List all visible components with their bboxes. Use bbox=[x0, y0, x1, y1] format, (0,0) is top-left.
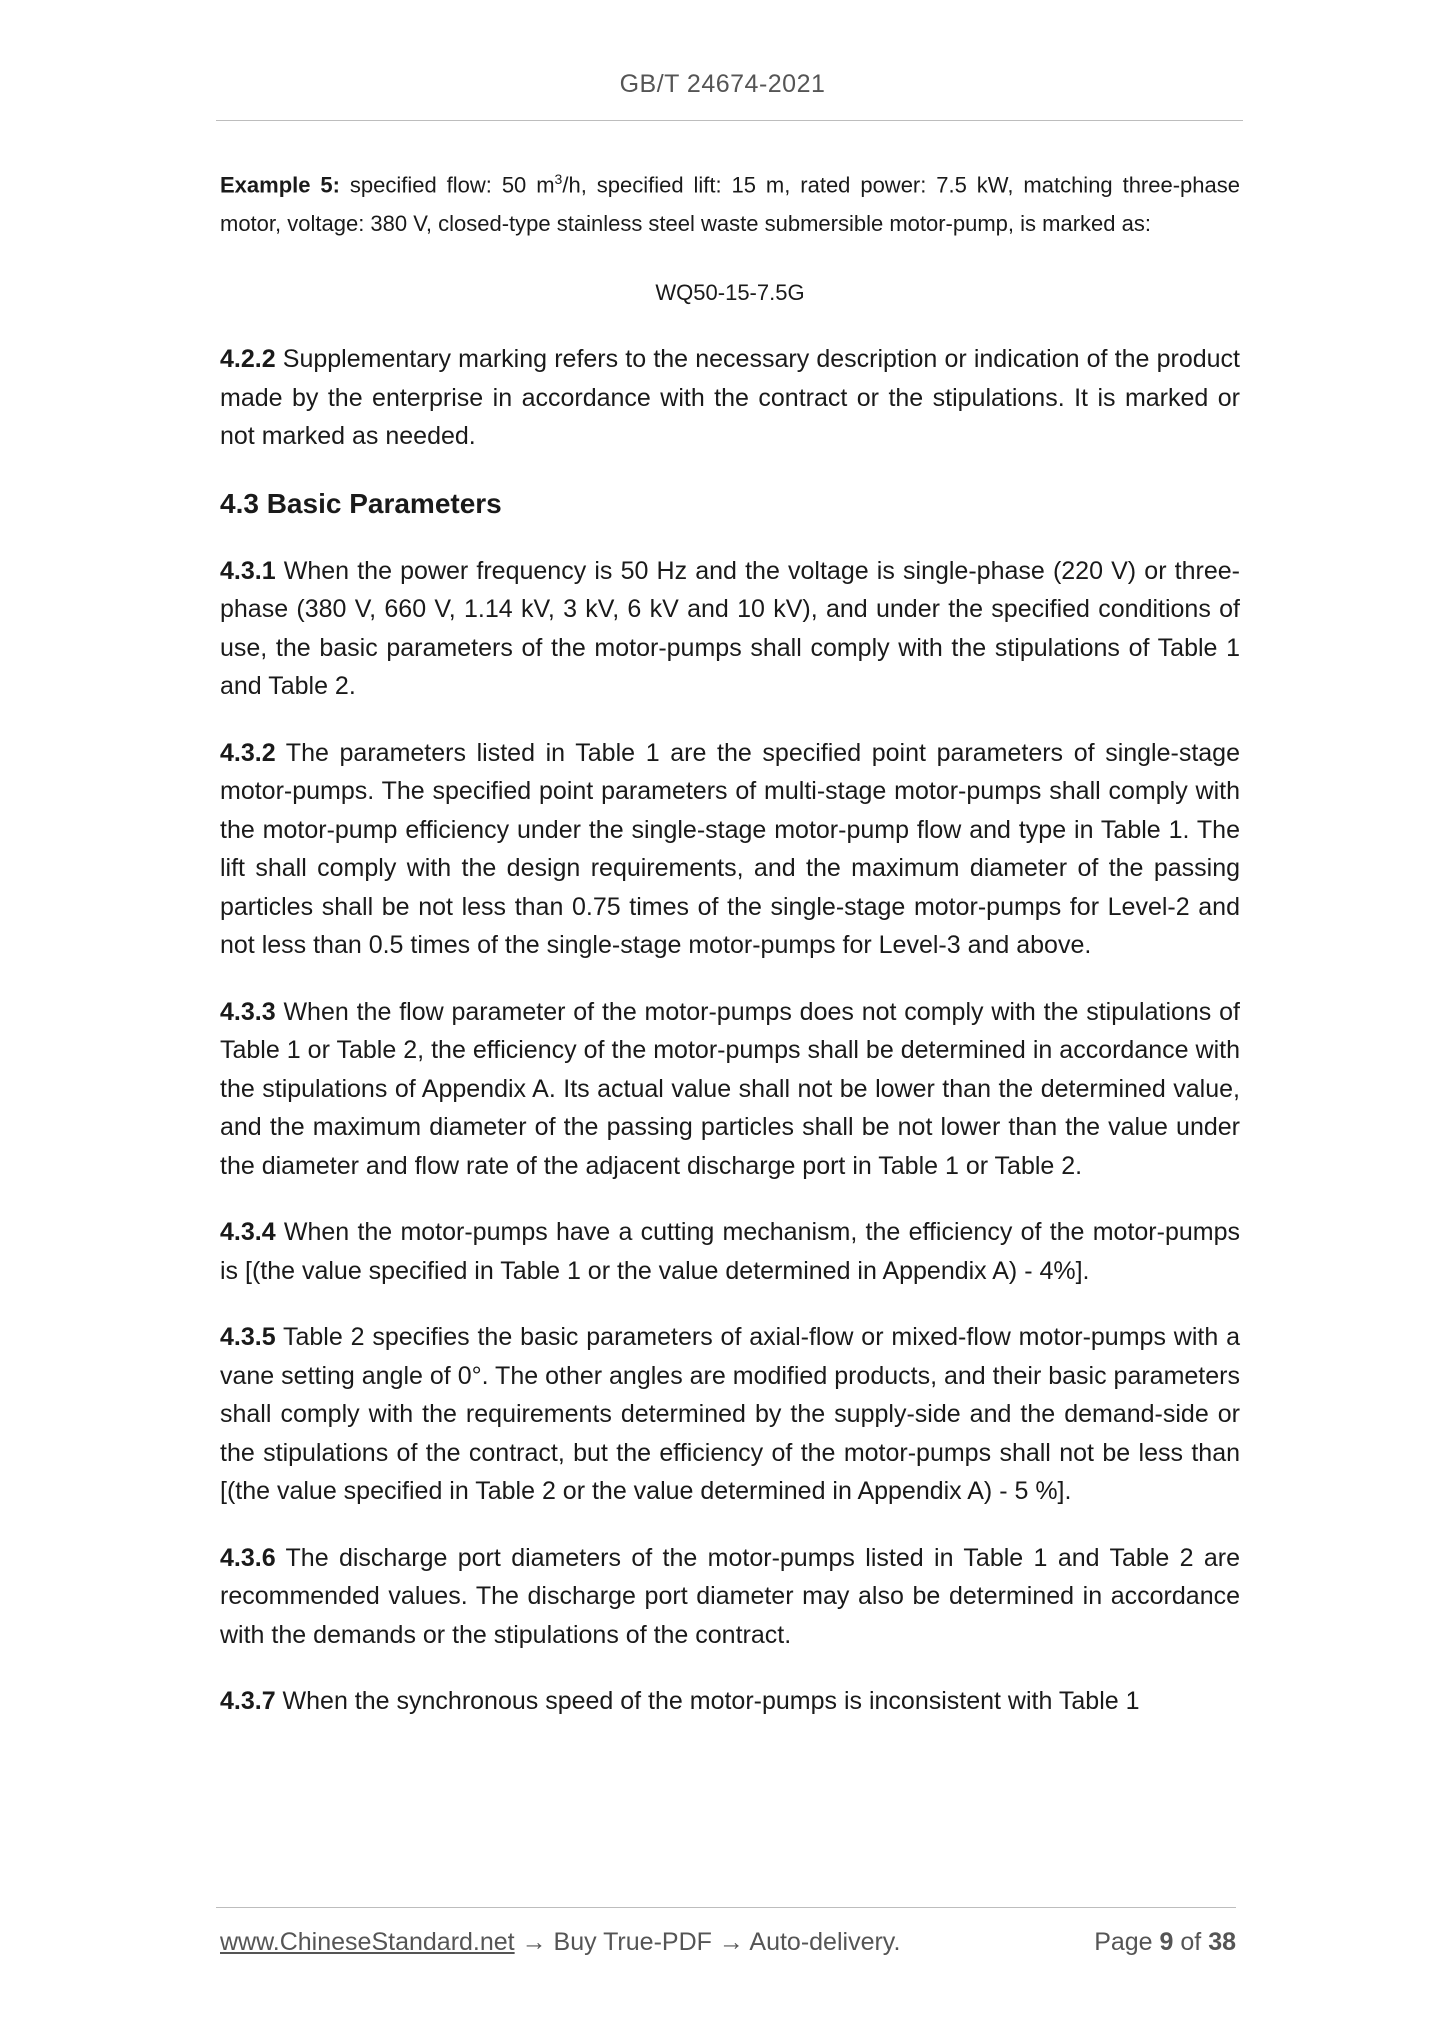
clause-text: Supplementary marking refers to the necessary description or indication of the product made by the enterprise in accordance with the contract or the stipulations. It is marked or not marked as needed. bbox=[220, 345, 1240, 451]
clause-text: When the synchronous speed of the motor-pumps is inconsistent with Table 1 bbox=[275, 1687, 1140, 1716]
example-5-superscript: 3 bbox=[554, 171, 563, 187]
clause-number: 4.3.7 bbox=[220, 1687, 276, 1716]
page-current: 9 bbox=[1159, 1928, 1174, 1956]
clause-number: 4.3.4 bbox=[220, 1218, 276, 1247]
model-code: WQ50-15-7.5G bbox=[655, 280, 805, 306]
clause-4-3-1 bbox=[220, 552, 1240, 706]
example-5-text-a: specified flow: 50 m bbox=[339, 172, 555, 198]
clause-4-2-2 bbox=[220, 340, 1240, 456]
footer-divider bbox=[216, 1907, 1236, 1908]
document-id-header: GB/T 24674-2021 bbox=[619, 70, 826, 98]
page-body bbox=[220, 160, 1240, 1721]
clause-4-3-6 bbox=[220, 1539, 1240, 1655]
clause-4-3-5 bbox=[220, 1318, 1240, 1511]
clause-text: The discharge port diameters of the motor-pumps listed in Table 1 and Table 2 are recommended values. The discharge port diameter may also be determined in accordance with the demands or the stipulations of the contract. bbox=[220, 1543, 1240, 1649]
clause-number: 4.3.5 bbox=[220, 1323, 276, 1352]
clause-text: When the flow parameter of the motor-pumps does not comply with the stipulations of Table 1 or Table 2, the efficiency of the motor-pumps shall be determined in accordance with the stipulations of Appendix A. Its actual value shall not be lower than the determined value, and the maximum diameter of the passing particles shall be not lower than the value under the diameter and flow rate of the adjacent discharge port in Table 1 or Table 2. bbox=[220, 997, 1240, 1180]
header-divider bbox=[216, 120, 1243, 121]
footer-promo bbox=[220, 1928, 900, 1957]
clause-4-3-3 bbox=[220, 993, 1240, 1186]
clause-text: Table 2 specifies the basic parameters of axial-flow or mixed-flow motor-pumps with a vane setting angle of 0°. The other angles are modified products, and their basic parameters shall comply with the requirements determined by the supply-side and the demand-side or the stipulations of the contract, but the efficiency of the motor-pumps shall not be less than [(the value specified in Table 2 or the value determined in Appendix A) - 5 %]. bbox=[220, 1323, 1240, 1506]
clause-number: 4.3.6 bbox=[220, 1543, 276, 1572]
page-number bbox=[1094, 1928, 1236, 1957]
website-link[interactable]: www.ChineseStandard.net bbox=[220, 1928, 515, 1956]
clause-number: 4.3.3 bbox=[220, 997, 276, 1026]
clause-4-3-2 bbox=[220, 734, 1240, 965]
clause-4-3-7 bbox=[220, 1682, 1240, 1721]
example-5-text-b: /h, specified lift: 15 m, rated power: 7.5 kW, matching three-phase motor, voltage: 380 V, closed-type stainless steel waste submersible motor-pump, is marked as: bbox=[220, 172, 1240, 237]
clause-4-3-4 bbox=[220, 1213, 1240, 1290]
clause-text: The parameters listed in Table 1 are the specified point parameters of single-stage motor-pumps. The specified point parameters of multi-stage motor-pumps shall comply with the motor-pump efficiency under the single-stage motor-pump flow and type in Table 1. The lift shall comply with the design requirements, and the maximum diameter of the passing particles shall be not less than 0.75 times of the single-stage motor-pumps for Level-2 and not less than 0.5 times of the single-stage motor-pumps for Level-3 and above. bbox=[220, 738, 1240, 960]
page-of: of bbox=[1173, 1928, 1209, 1956]
clause-number: 4.3.1 bbox=[220, 556, 276, 585]
clause-number: 4.3.2 bbox=[220, 738, 276, 767]
clause-text: When the motor-pumps have a cutting mechanism, the efficiency of the motor-pumps is [(the value specified in Table 1 or the value determined in Appendix A) - 4%]. bbox=[220, 1218, 1240, 1285]
example-5-paragraph bbox=[220, 160, 1240, 243]
clause-number: 4.2.2 bbox=[220, 345, 276, 374]
clause-text: When the power frequency is 50 Hz and the voltage is single-phase (220 V) or three-phase (380 V, 660 V, 1.14 kV, 3 kV, 6 kV and 10 kV), and under the specified conditions of use, the basic parameters of the motor-pumps shall comply with the stipulations of Table 1 and Table 2. bbox=[220, 556, 1240, 701]
page-total: 38 bbox=[1208, 1928, 1236, 1956]
section-heading: 4.3 Basic Parameters bbox=[220, 487, 502, 519]
footer-promo-text: → Buy True-PDF → Auto-delivery. bbox=[514, 1928, 901, 1956]
page-label: Page bbox=[1094, 1928, 1160, 1956]
example-5-label: Example 5: bbox=[220, 172, 340, 198]
